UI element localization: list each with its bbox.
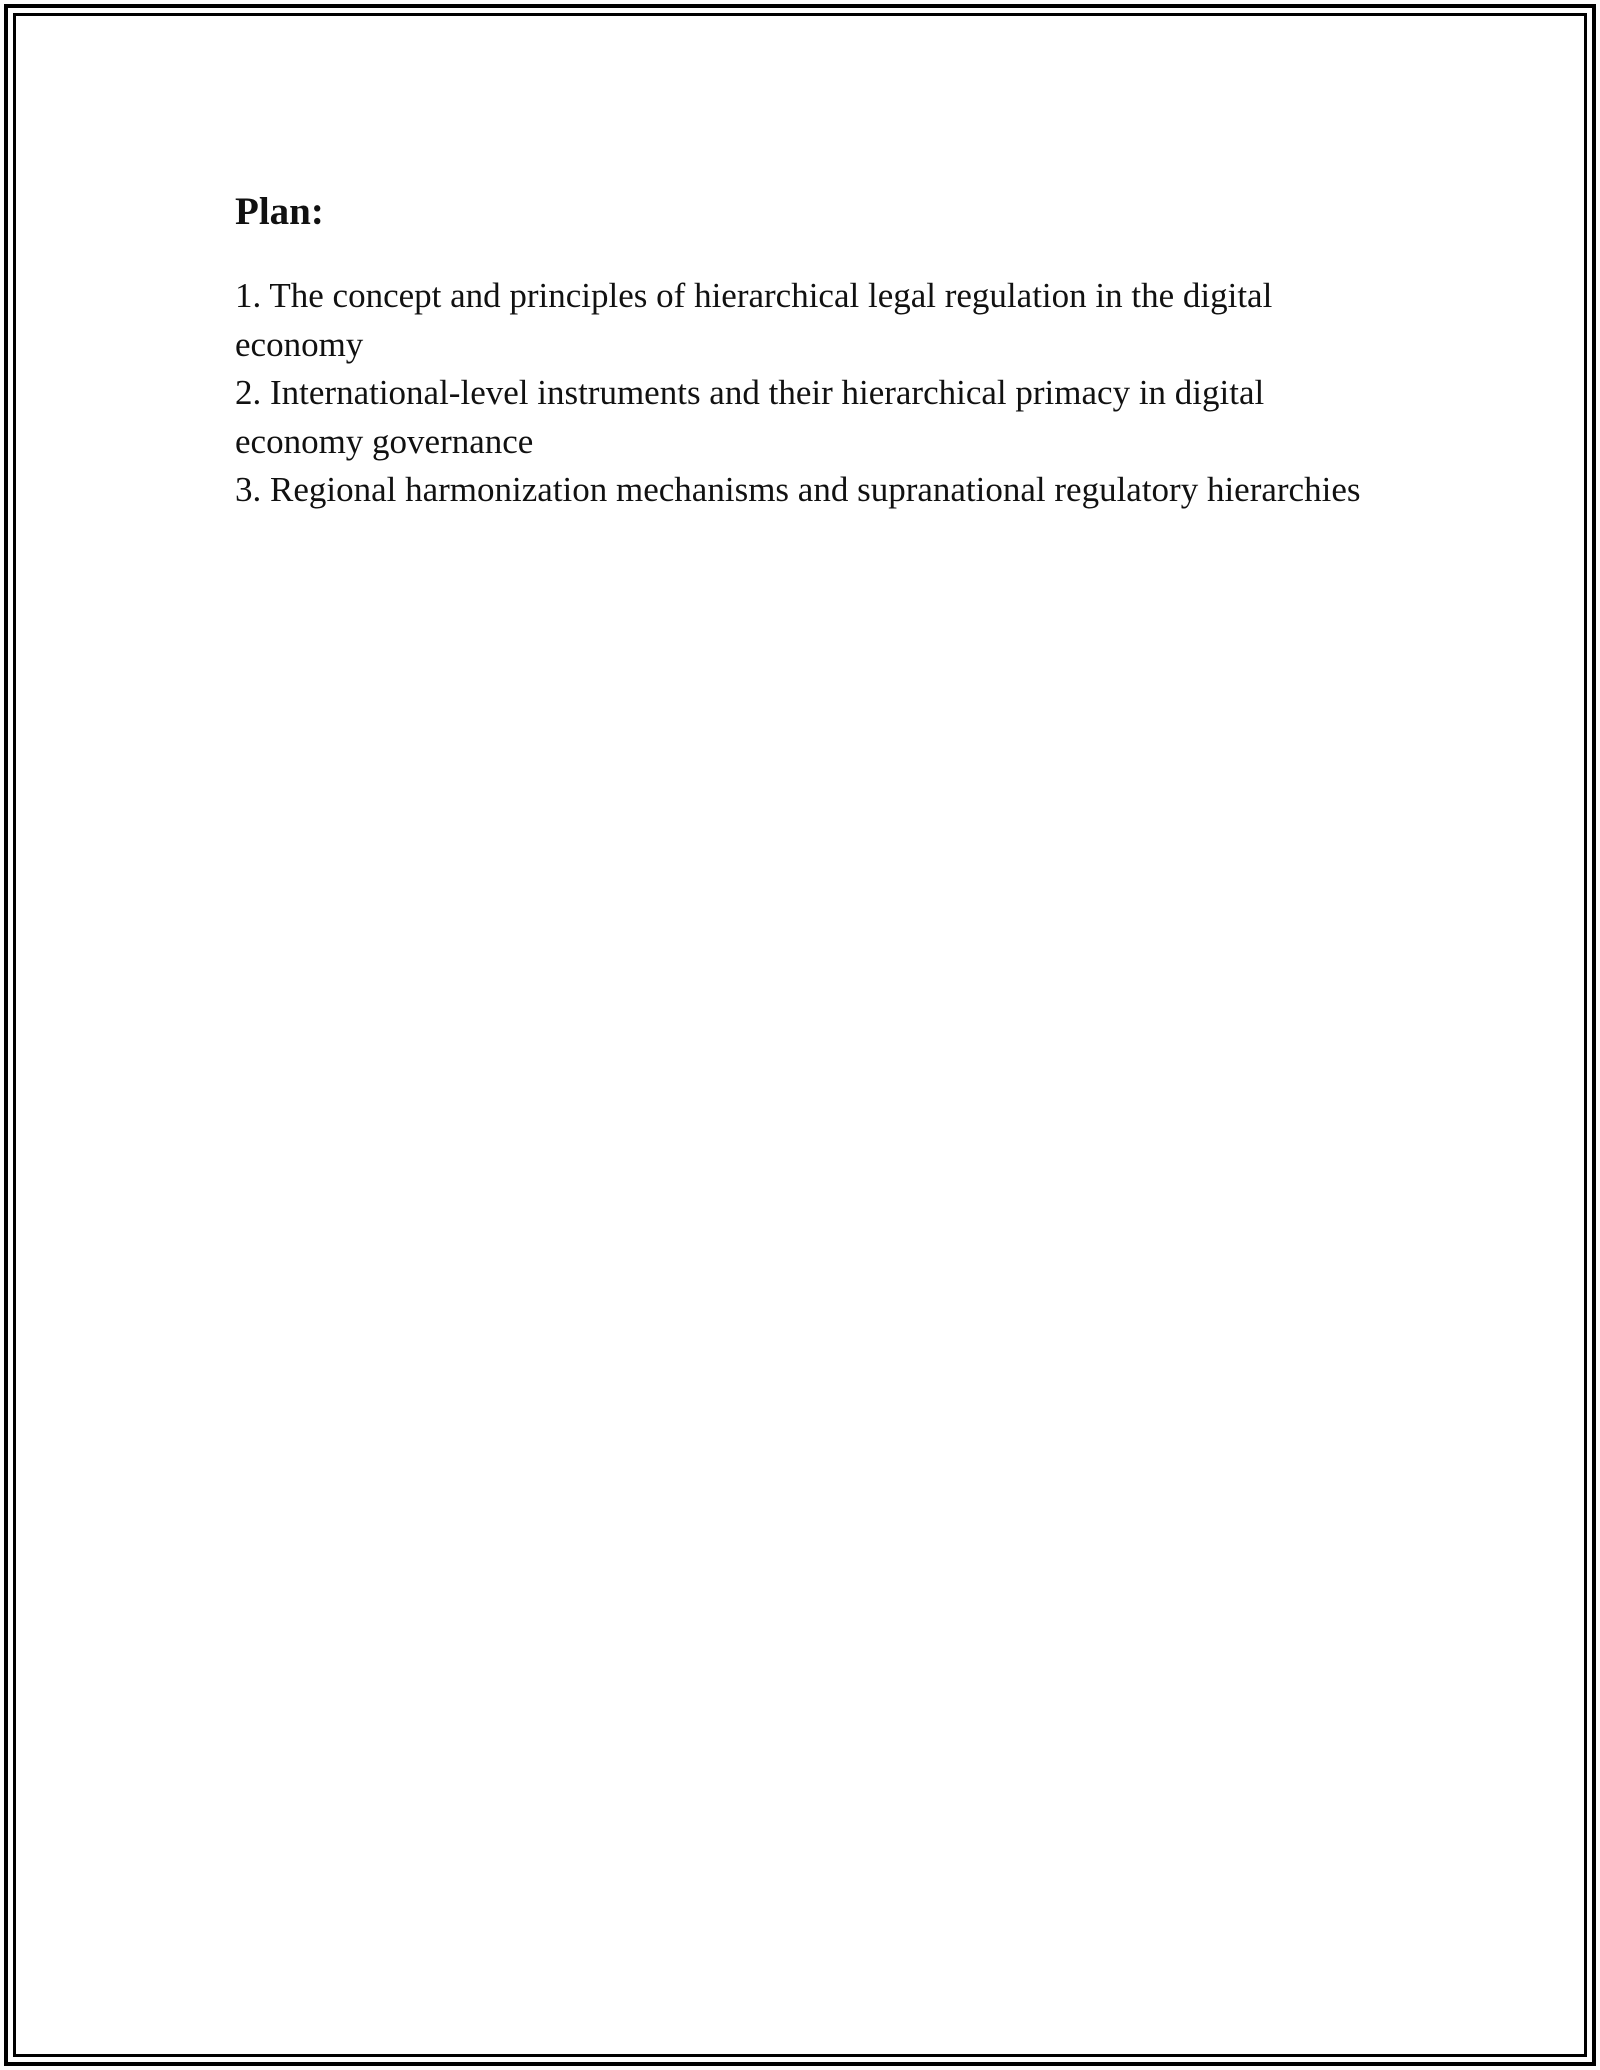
plan-list: [235, 272, 1365, 515]
plan-item-3: 3. Regional harmonization mechanisms and supranational regulatory hierarchies: [235, 470, 1361, 509]
document-body: [235, 186, 1365, 515]
plan-item-2: 2. International-level instruments and their hierarchical primacy in digital economy governance: [235, 373, 1265, 461]
plan-item-1: 1. The concept and principles of hierarchical legal regulation in the digital economy: [235, 276, 1273, 364]
plan-heading: Plan:: [235, 190, 324, 233]
